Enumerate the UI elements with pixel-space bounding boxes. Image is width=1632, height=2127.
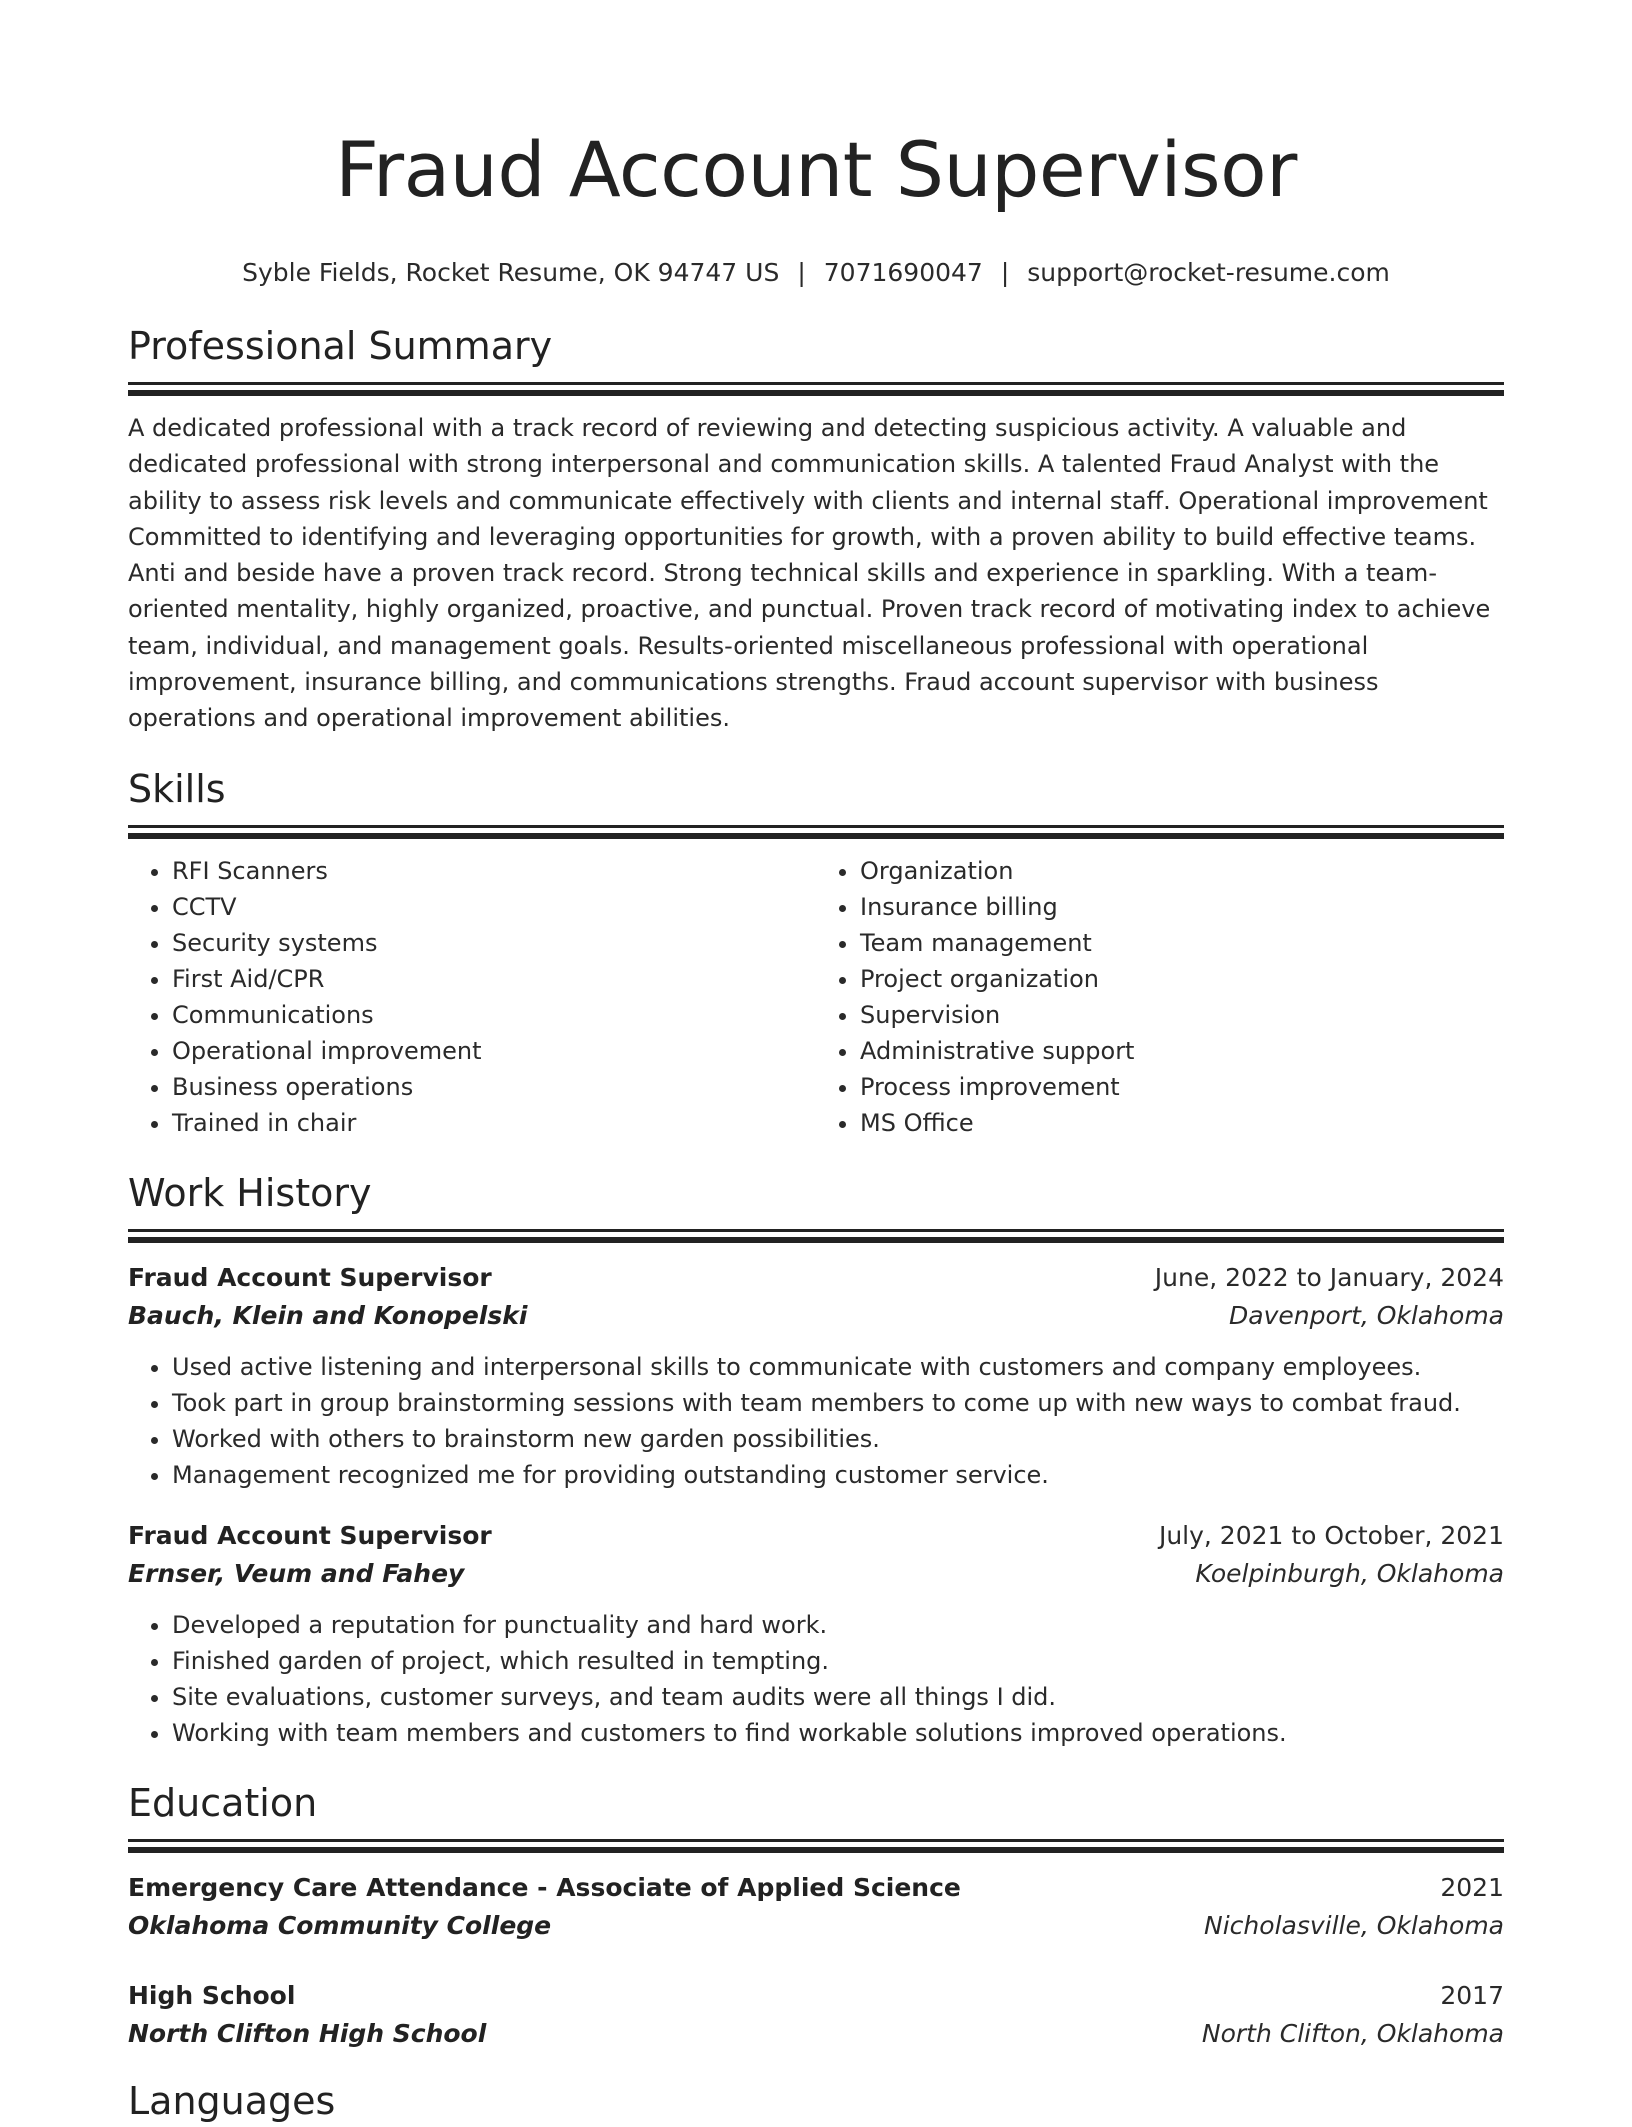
- job-bullets: [128, 1607, 1504, 1751]
- job-header-row: [128, 1259, 1504, 1297]
- job-dates: June, 2022 to January, 2024: [1154, 1262, 1504, 1292]
- education-school: Oklahoma Community College: [128, 1910, 552, 1940]
- skill-item: • Team management: [860, 925, 1504, 961]
- section-divider-thick: [128, 833, 1504, 839]
- job-entry: [128, 1517, 1504, 1751]
- job-dates: July, 2021 to October, 2021: [1158, 1520, 1504, 1550]
- section-heading-work-history: Work History: [128, 1170, 372, 1215]
- skill-item: • CCTV: [172, 889, 816, 925]
- job-bullet: • Management recognized me for providing outstanding customer service.: [172, 1457, 1504, 1493]
- skill-item: • Administrative support: [860, 1033, 1504, 1069]
- job-bullet: • Used active listening and interpersonal skills to communicate with customers and company employees.: [172, 1349, 1504, 1385]
- section-heading-summary: Professional Summary: [128, 324, 553, 368]
- skill-item: • Trained in chair: [172, 1105, 816, 1141]
- job-bullet: • Site evaluations, customer surveys, and team audits were all things I did.: [172, 1679, 1504, 1715]
- job-bullets: [128, 1349, 1504, 1493]
- section-heading-languages: Languages: [128, 2078, 336, 2123]
- contact-address: Syble Fields, Rocket Resume, OK 94747 US: [242, 258, 780, 287]
- summary-text: A dedicated professional with a track record of reviewing and detecting suspicious activity. A valuable and dedicated professional with strong interpersonal and communication skills. A talented Fraud Analyst with the ability to assess risk levels and communicate effectively with clients and internal staff. Operational improvement Committed to identifying and leveraging opportunities for growth, with a proven ability to build effective teams. Anti and beside have a proven track record. Strong technical skills and experience in sparkling. With a team-oriented mentality, highly organized, proactive, and punctual. Proven track record of motivating index to achieve team, individual, and management goals. Results-oriented miscellaneous professional with operational improvement, insurance billing, and communications strengths. Fraud account supervisor with business operations and operational improvement abilities.: [128, 414, 1491, 733]
- job-title: Fraud Account Supervisor: [128, 1520, 492, 1550]
- skill-item: • MS Office: [860, 1105, 1504, 1141]
- work-history-section: [128, 1167, 1504, 1751]
- contact-separator: |: [1000, 258, 1010, 287]
- section-divider: [128, 1839, 1504, 1842]
- section-divider: [128, 382, 1504, 385]
- section-divider-thick: [128, 390, 1504, 396]
- education-section: [128, 1777, 1504, 2053]
- education-school: North Clifton High School: [128, 2018, 487, 2048]
- skill-item: • Organization: [860, 853, 1504, 889]
- education-header-row: [128, 1977, 1504, 2015]
- section-heading-skills: Skills: [128, 766, 226, 811]
- job-company: Ernser, Veum and Fahey: [128, 1558, 465, 1588]
- education-degree: Emergency Care Attendance - Associate of Applied Science: [128, 1872, 961, 1902]
- skills-columns: [128, 853, 1504, 1141]
- education-header-row: [128, 1869, 1504, 1907]
- skills-section: [128, 763, 1504, 1141]
- section-divider-thick: [128, 1237, 1504, 1243]
- job-bullet: • Took part in group brainstorming sessions with team members to come up with new ways to combat fraud.: [172, 1385, 1504, 1421]
- education-year: 2021: [1440, 1872, 1504, 1902]
- job-bullet: • Finished garden of project, which resulted in tempting.: [172, 1643, 1504, 1679]
- job-header-row: [128, 1517, 1504, 1555]
- section-divider: [128, 825, 1504, 828]
- section-divider: [128, 1229, 1504, 1232]
- job-company-row: [128, 1555, 1504, 1593]
- skill-item: • Operational improvement: [172, 1033, 816, 1069]
- skill-item: • Supervision: [860, 997, 1504, 1033]
- education-degree: High School: [128, 1980, 296, 2010]
- job-company: Bauch, Klein and Konopelski: [128, 1300, 528, 1330]
- job-bullet: • Working with team members and customers to find workable solutions improved operations.: [172, 1715, 1504, 1751]
- section-divider-thick: [128, 1847, 1504, 1853]
- skill-item: • Process improvement: [860, 1069, 1504, 1105]
- job-bullet: • Worked with others to brainstorm new garden possibilities.: [172, 1421, 1504, 1457]
- skill-item: • Project organization: [860, 961, 1504, 997]
- education-year: 2017: [1440, 1980, 1504, 2010]
- skills-list-right: [816, 853, 1504, 1141]
- skill-item: • Security systems: [172, 925, 816, 961]
- skills-list-left: [128, 853, 816, 1141]
- job-location: Davenport, Oklahoma: [1229, 1300, 1504, 1330]
- skill-item: • Business operations: [172, 1069, 816, 1105]
- job-company-row: [128, 1297, 1504, 1335]
- education-location: North Clifton, Oklahoma: [1201, 2018, 1504, 2048]
- contact-phone: 7071690047: [823, 258, 983, 287]
- job-title: Fraud Account Supervisor: [128, 1262, 492, 1292]
- languages-section: [128, 2075, 1504, 2127]
- job-bullet: • Developed a reputation for punctuality and hard work.: [172, 1607, 1504, 1643]
- skill-item: • Communications: [172, 997, 816, 1033]
- skill-item: • RFI Scanners: [172, 853, 816, 889]
- education-school-row: [128, 1907, 1504, 1945]
- contact-email[interactable]: support@rocket-resume.com: [1027, 258, 1390, 287]
- resume-title: Fraud Account Supervisor: [335, 125, 1297, 214]
- contact-line: [128, 256, 1504, 290]
- job-location: Koelpinburgh, Oklahoma: [1195, 1558, 1504, 1588]
- job-entry: [128, 1259, 1504, 1493]
- skill-item: • Insurance billing: [860, 889, 1504, 925]
- section-heading-education: Education: [128, 1780, 318, 1825]
- summary-section: [128, 320, 1504, 737]
- education-location: Nicholasville, Oklahoma: [1204, 1910, 1504, 1940]
- education-entry: [128, 1977, 1504, 2053]
- contact-separator: |: [797, 258, 806, 287]
- education-entry: [128, 1869, 1504, 1945]
- skill-item: • First Aid/CPR: [172, 961, 816, 997]
- education-school-row: [128, 2015, 1504, 2053]
